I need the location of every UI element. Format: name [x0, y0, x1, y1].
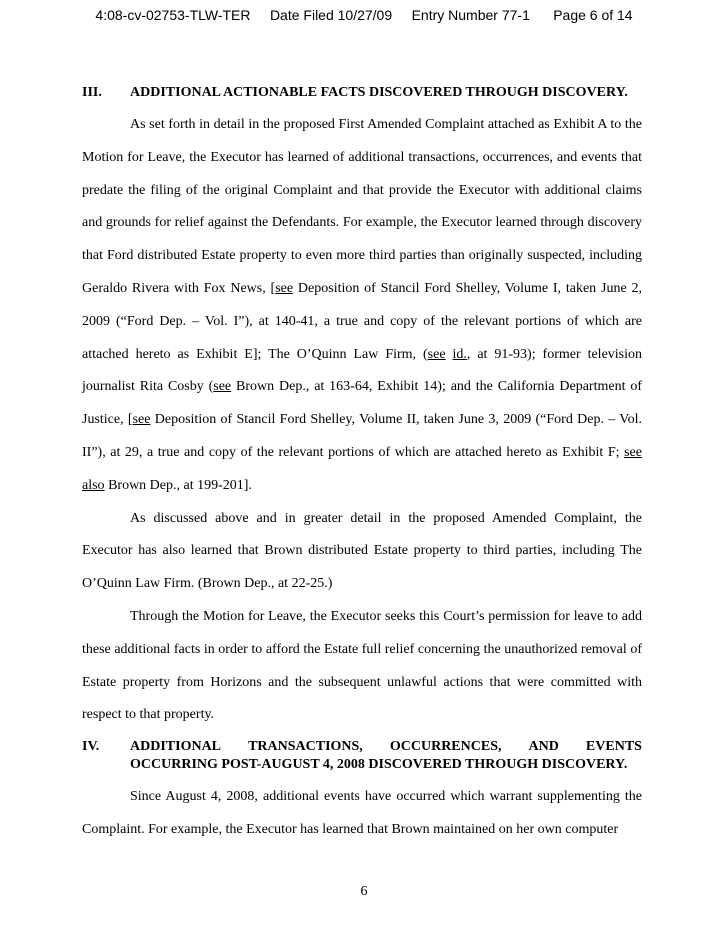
section-title-word: ADDITIONAL	[130, 739, 222, 755]
section-title-word: TRANSACTIONS,	[248, 739, 363, 755]
court-filing-header: 4:08-cv-02753-TLW-TER Date Filed 10/27/09 Entry Number 77-1 Page 6 of 14	[95, 7, 633, 23]
paragraph-motion-for-leave: Through the Motion for Leave, the Executor seeks this Court’s permission for leave to add these additional facts in order to afford the Estate full relief concerning the unauthorized removal of Estate property from Horizons and the subsequent unlawful actions that were committed with respect to that property.	[82, 608, 642, 723]
section-title-word: OCCURRENCES,	[389, 739, 502, 755]
paragraph-brown-distribution: As discussed above and in greater detail in the proposed Amended Complaint, the Executor has also learned that Brown distributed Estate property to third parties, including The O’Quinn Law Firm. (Brown Dep., at 22-25.)	[82, 510, 642, 592]
section-title-line-1	[130, 738, 642, 756]
section-heading-iii	[82, 84, 642, 102]
section-number: IV.	[82, 739, 100, 755]
section-title-word: EVENTS	[585, 739, 642, 755]
document-body	[82, 84, 642, 847]
section-title-word: AND	[528, 739, 559, 755]
section-title	[130, 738, 642, 774]
section-title-line-2: OCCURRING POST-AUGUST 4, 2008 DISCOVERED THROUGH DISCOVERY.	[130, 757, 628, 773]
section-number: III.	[82, 85, 102, 100]
page-number: 6	[360, 884, 368, 899]
section-title: ADDITIONAL ACTIONABLE FACTS DISCOVERED THROUGH DISCOVERY.	[130, 85, 628, 100]
paragraph-additional-facts: As set forth in detail in the proposed First Amended Complaint attached as Exhibit A to the Motion for Leave, the Executor has learned of additional transactions, occurrences, and events that predate the filing of the original Complaint and that provide the Executor with additional claims and grounds for relief against the Defendants. For example, the Executor learned through discovery that Ford distributed Estate property to even more third parties than originally suspected, including Geraldo Rivera with Fox News, [see Deposition of Stancil Ford Shelley, Volume I, taken June 2, 2009 (“Ford Dep. – Vol. I”), at 140-41, a true and copy of the relevant portions of which are attached hereto as Exhibit E]; The O’Quinn Law Firm, (see id., at 91-93); former television journalist Rita Cosby (see Brown Dep., at 163-64, Exhibit 14); and the California Department of Justice, [see Deposition of Stancil Ford Shelley, Volume II, taken June 3, 2009 (“Ford Dep. – Vol. II”), at 29, a true and copy of the relevant portions of which are attached hereto as Exhibit F; see also Brown Dep., at 199-201].	[82, 117, 643, 493]
section-heading-iv	[82, 738, 642, 774]
paragraph-post-august-events: Since August 4, 2008, additional events have occurred which warrant supplementing the Complaint. For example, the Executor has learned that Brown maintained on her own computer	[82, 789, 642, 837]
